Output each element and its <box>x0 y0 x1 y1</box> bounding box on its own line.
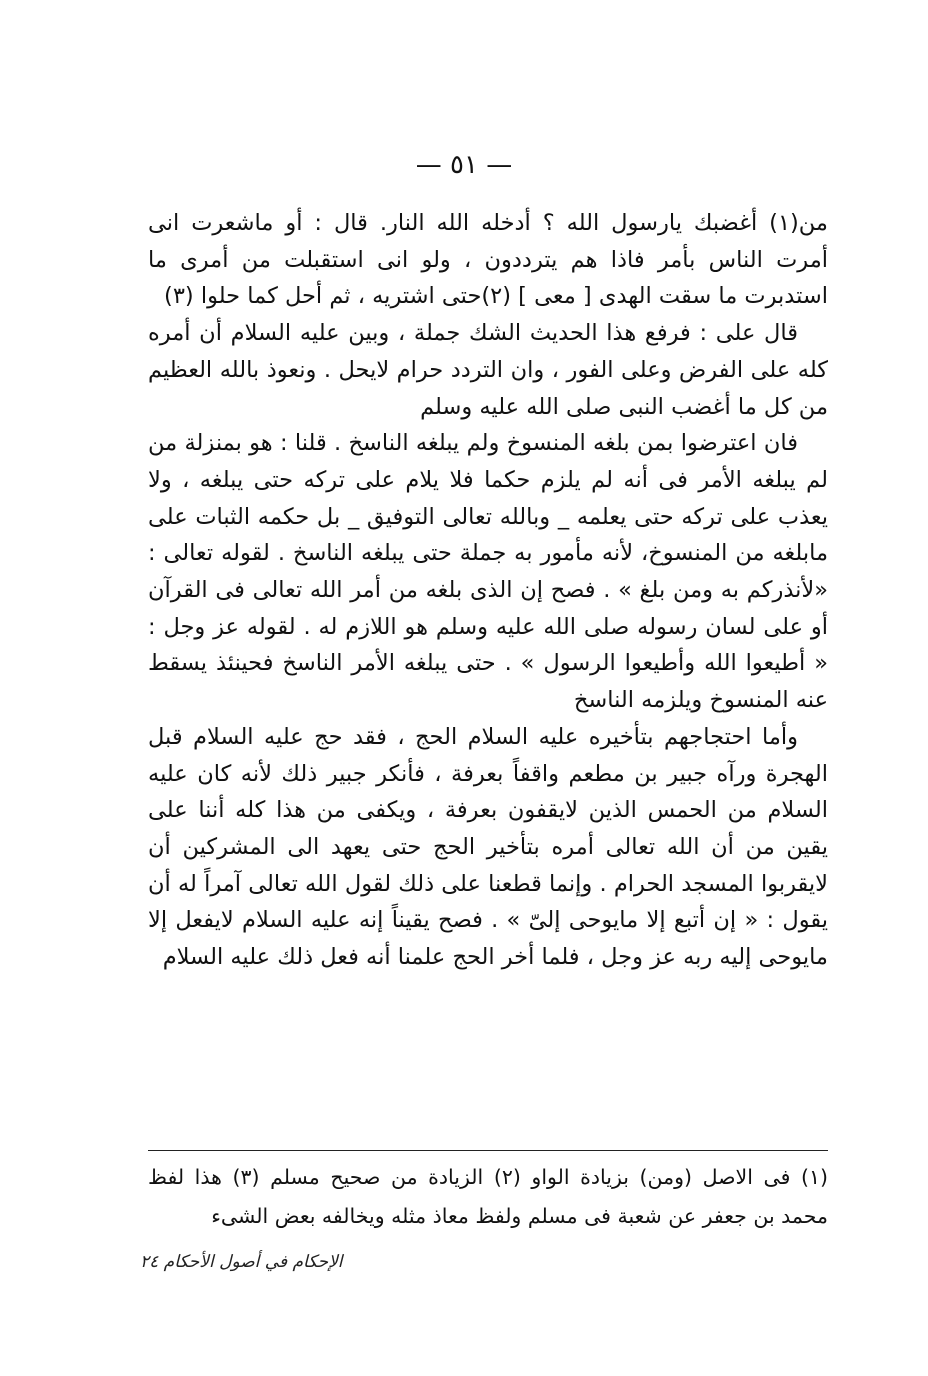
footer-book-title: الإحكام في أصول الأحكام <box>163 1252 343 1272</box>
footnotes <box>148 1158 828 1236</box>
paragraph: وأما احتجاجهم بتأخيره عليه السلام الحج ، فقد حج عليه السلام قبل الهجرة ورآه جبير بن مطعم واقفاً بعرفة ، فأنكر جبير ذلك لأنه كان عليه السلام من الحمس الذين لايقفون بعرفة ، ويكفى من هذا كله أننا على يقين من أن الله تعالى أمره بتأخير الحج حتى يعهد الى المشركين أن لايقربوا المسجد الحرام . وإنما قطعنا على ذلك لقول الله تعالى آمراً له أن يقول : « إن أتبع إلا مايوحى إلىّ » . فصح يقيناً إنه عليه السلام لايفعل إلا مايوحى إليه ربه عز وجل ، فلما أخر الحج علمنا أنه فعل ذلك عليه السلام <box>148 723 828 971</box>
paragraph: قال على : فرفع هذا الحديث الشك جملة ، وبين عليه السلام أن أمره كله على الفرض وعلى الفور ، وان التردد حرام لايحل . ونعوذ بالله العظيم من كل ما أغضب النبى صلى الله عليه وسلم <box>148 320 828 420</box>
page-number: — ٥١ — <box>415 150 513 180</box>
footer-signature <box>140 1252 343 1272</box>
footnote-divider <box>148 1150 828 1151</box>
footer-signature-number: ٢٤ <box>140 1252 159 1272</box>
paragraph: فان اعترضوا بمن بلغه المنسوخ ولم يبلغه الناسخ . قلنا : هو بمنزلة من لم يبلغه الأمر فى أنه لم يلزم حكما فلا يلام على تركه حتى يبلغه ، ولا يعذب على تركه حتى يعلمه _ وبالله تعالى التوفيق _ بل حكمه الثبات على مابلغه من المنسوخ، لأنه مأمور به جملة حتى يبلغه الناسخ . لقوله تعالى : «لأنذركم به ومن بلغ » . فصح إن الذى بلغه من أمر الله تعالى فى القرآن أو على لسان رسوله صلى الله عليه وسلم هو اللازم له . لقوله عز وجل : « أطيعوا الله وأطيعوا الرسول » . حتى يبلغه الأمر الناسخ فحينئذ يسقط عنه المنسوخ ويلزمه الناسخ <box>148 430 828 714</box>
paragraph: من(١) أغضبك يارسول الله ؟ أدخله الله النار. قال : أو ماشعرت انى أمرت الناس بأمر فاذا هم يترددون ، ولو انى استقبلت من أمرى ما استدبرت ما سقت الهدى [ معى ] (٢)حتى اشتريه ، ثم أحل كما حلوا (٣) <box>148 210 828 310</box>
body-text <box>148 205 828 976</box>
footnote: (١) فى الاصل (ومن) بزيادة الواو (٢) الزيادة من صحيح مسلم (٣) هذا لفظ محمد بن جعفر عن شعبة فى مسلم ولفظ معاذ مثله ويخالفه بعض الشىء <box>148 1165 829 1228</box>
